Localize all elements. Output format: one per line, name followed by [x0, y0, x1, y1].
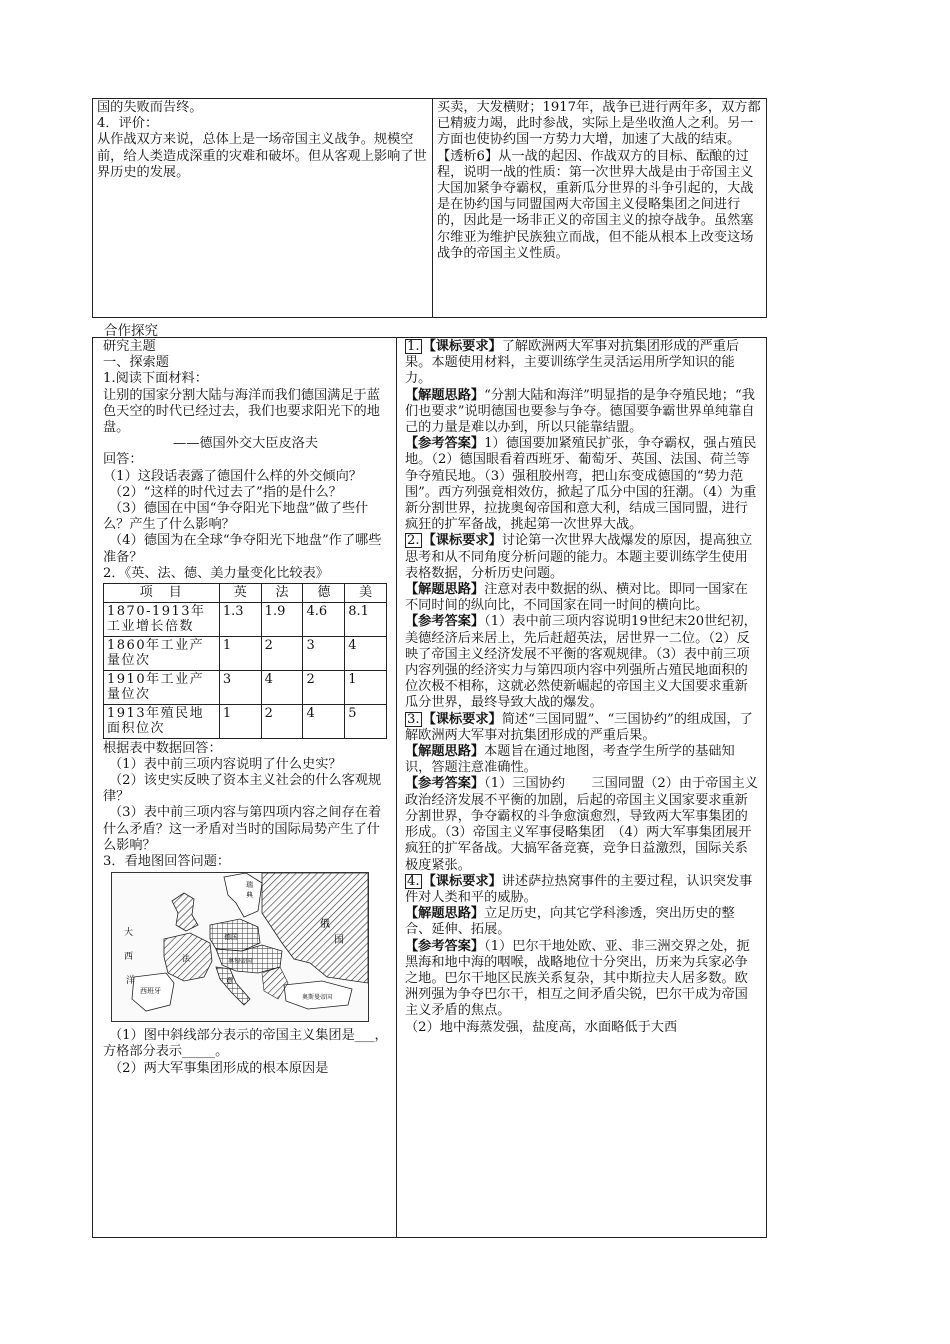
map-label: 意: [226, 977, 233, 986]
q2-item-2: （2）该史实反映了资本主义社会的什么客观规律？: [103, 772, 382, 805]
table-row: [104, 602, 387, 636]
idea-label: 【解题思路】: [405, 582, 485, 598]
table-row: [104, 670, 387, 704]
table-header-cell: 英: [219, 584, 261, 603]
q3-item-1: （1）图中斜线部分表示的帝国主义集团是___，方格部分表示_____。: [103, 1028, 388, 1060]
table-cell: 2: [261, 636, 303, 670]
map-label: 西班牙: [140, 987, 161, 996]
top-left-line-2: 4．评价：: [97, 116, 159, 132]
left-heading-2: 一、探索题: [103, 355, 169, 371]
item-number: 2.: [407, 533, 420, 549]
table-cell: 3: [303, 636, 345, 670]
table-cell: 1: [219, 636, 261, 670]
q1-item-3: （3）德国在中国“争夺阳光下地盘”做了些什么？产生了什么影响？: [103, 501, 369, 533]
table-header-cell: 项 目: [104, 584, 220, 603]
idea-text: 本题旨在通过地图，考查学生所学的基础知识，答题注意准确性。: [405, 744, 735, 776]
table-cell: 1913年殖民地面积位次: [104, 704, 220, 738]
q2-item-3: （3）表中前三项内容与第四项内容之间存在着什么矛盾？这一矛盾对当时的国际局势产生了什么影响？: [103, 805, 382, 853]
table-cell: 3: [219, 670, 261, 704]
idea-text: 注意对表中数据的纵、横对比。即同一国家在不同时间的纵向比，不同国家在同一时间的横向比。: [405, 582, 748, 614]
map-label: 奥匈帝国: [228, 958, 253, 966]
table-row: [104, 704, 387, 738]
table-header-cell: 德: [303, 584, 345, 603]
q1-source: ——德国外交大臣皮洛夫: [173, 436, 319, 452]
top-left-line-1: 国的失败而告终。: [97, 100, 203, 115]
map-label: 俄: [320, 919, 330, 931]
q3-item-2: （2）两大军事集团形成的根本原因是: [109, 1060, 329, 1076]
req-label: 【课标要求】: [422, 711, 502, 727]
req-label: 【课标要求】: [422, 339, 502, 354]
req-text: 简述“三国同盟”、“三国协约”的组成国，了解欧洲两大军事对抗集团形成的严重后果。: [405, 711, 753, 743]
answer-label: 【参考答案】: [405, 938, 485, 954]
req-label: 【课标要求】: [422, 533, 502, 549]
right-cell: [396, 337, 767, 1238]
answer-label: 【参考答案】: [405, 436, 485, 452]
table-cell: 1860年工业产量位次: [104, 636, 220, 670]
europe-alliance-map: [111, 872, 369, 1022]
top-left-cell: [92, 98, 433, 318]
idea-label: 【解题思路】: [405, 387, 485, 403]
q2-title: 2．《英、法、德、美力量变化比较表》: [103, 565, 329, 581]
top-right-para-2: 【透析6】从一战的起因、作战双方的目标、酝酿的过程，说明一战的性质：第一次世界大战是由于帝国主义大国加紧争夺霸权，重新瓜分世界的斗争引起的，大战是在协约国与同盟国两大帝国主义侵略集团之间进行的，因此是一场非正义的帝国主义的掠夺战争。虽然塞尔维亚为维护民族独立而战，但不能从根本上改变这场战争的帝国主义性质。: [437, 148, 754, 261]
left-heading-1: 研究主题: [103, 339, 156, 354]
table-cell: 8.1: [345, 602, 387, 636]
q2-item-1: （1）表中前三项内容说明了什么史实？: [109, 756, 342, 772]
item-number: 3.: [407, 711, 420, 727]
answer-block-2: [405, 533, 760, 711]
answer-block-3: [405, 712, 760, 874]
answer-block-4: [405, 874, 760, 1036]
table-header-cell: 美: [345, 584, 387, 603]
map-label: 典: [246, 891, 253, 900]
q1-item-2: （2）“这样的时代过去了”指的是什么？: [109, 484, 342, 500]
item-number: 1.: [407, 339, 420, 354]
table-cell: 2: [303, 670, 345, 704]
table-cell: 1910年工业产量位次: [104, 670, 220, 704]
q2-answer: 根据表中数据回答：: [103, 740, 222, 756]
table-cell: 4.6: [303, 602, 345, 636]
map-label: 奥斯曼帝国: [302, 994, 333, 1002]
answer-text: （1）三国协约 三国同盟（2）由于帝国主义政治经济发展不平衡的加剧，后起的帝国主义国家要求重新分割世界，争夺霸权的斗争愈演愈烈，导致两大军事集团的形成。（3）帝国主义军事侵略集团 （4）两大军事集团展开疯狂的扩军备战。大搞军备竞赛，竞争日益激烈，国际关系极度紧张。: [405, 776, 759, 873]
top-right-cell: [432, 98, 767, 318]
map-label: 洋: [126, 976, 136, 987]
table-cell: 2: [261, 704, 303, 738]
map-label: 大: [124, 928, 134, 939]
req-text: 了解欧洲两大军事对抗集团形成的严重后果。本题使用材料，主要训练学生灵活运用所学知识的能力。: [405, 339, 740, 387]
table-cell: 4: [345, 636, 387, 670]
table-cell: 1.3: [219, 602, 261, 636]
answer-text: （1）巴尔干地处欧、亚、非三洲交界之处，扼黑海和地中海的咽喉，战略地位十分突出，历来为兵家必争之地。巴尔干地区民族关系复杂，其中斯拉夫人居多数。欧洲列强为争夺巴尔干，相互之间矛盾尖锐，巴尔干成为帝国主义矛盾的焦点。: [405, 938, 750, 1019]
map-label: 德国: [224, 933, 238, 942]
answer-label: 【参考答案】: [405, 614, 485, 630]
top-right-para-1: 买卖，大发横财；1917年，战争已进行两年多，双方都已精疲力竭，此时参战，实际上是坐收渔人之利。另一方面也使协约国一方势力大增，加速了大战的结束。: [437, 100, 761, 148]
answer-text: （1）表中前三项内容说明19世纪末20世纪初，美德经济后来居上，先后赶超英法，居世界一二位。（2）反映了帝国主义经济发展不平衡的客观规律。（3）表中前三项内容列强的经济实力与第四项内容中列强所占殖民地面积的位次极不相称，这就必然使新崛起的帝国主义大国要求重新瓜分世界，最终导致大战的爆发。: [405, 614, 757, 711]
table-cell: 4: [261, 670, 303, 704]
map-label: 国: [334, 935, 344, 947]
map-label: 瑞: [246, 881, 253, 890]
idea-text: 立足历史，向其它学科渗透，突出历史的整合、延伸、拓展。: [405, 906, 735, 938]
table-row: [104, 636, 387, 670]
q1-quote: 让别的国家分割大陆与海洋而我们德国满足于蓝色天空的时代已经过去，我们也要求阳光下的地盘。: [103, 387, 380, 436]
req-text: 讨论第一次世界大战爆发的原因，提高独立思考和从不同角度分析问题的能力。本题主要训练学生使用表格数据，分析历史问题。: [405, 533, 753, 581]
q1-answer: 回答：: [103, 452, 143, 468]
idea-label: 【解题思路】: [405, 744, 485, 760]
q1-intro: 1.阅读下面材料：: [103, 371, 208, 387]
table-header-cell: 法: [261, 584, 303, 603]
answer-label: 【参考答案】: [405, 776, 485, 792]
q1-item-1: （1）这段话表露了德国什么样的外交倾向？: [103, 468, 362, 484]
table-cell: 1: [219, 704, 261, 738]
idea-text: “分割大陆和海洋”明显指的是争夺殖民地；“我们也要求”说明德国也要参与争夺。德国要争霸世界单纯靠自己的力量是难以办到，所以只能靠结盟。: [405, 387, 755, 436]
table-cell: 4: [303, 704, 345, 738]
idea-label: 【解题思路】: [405, 906, 485, 922]
req-label: 【课标要求】: [422, 873, 502, 889]
left-cell: [92, 337, 397, 1238]
q3-title: 3．看地图回答问题：: [103, 853, 231, 869]
top-left-line-3: 从作战双方来说，总体上是一场帝国主义战争。规模空前，给人类造成深重的灾难和破坏。但从客观上影响了世界历史的发展。: [97, 132, 427, 180]
map-label: 法: [182, 954, 190, 964]
table-cell: 1: [345, 670, 387, 704]
table-header-row: [104, 584, 387, 603]
answer-text: 1）德国要加紧殖民扩张，争夺霸权，强占殖民地。（2）德国眼看着西班牙、葡萄牙、英国、法国、荷兰等争夺殖民地。（3）强租胶州弯，把山东变成德国的“势力范围”。西方列强竟相效仿，掀起了瓜分中国的狂潮。（4）为重新分割世界，拉拢奥匈帝国和意大利，结成三国同盟，进行疯狂的扩军备战，挑起第一次世界大战。: [405, 436, 757, 533]
table-cell: 5: [345, 704, 387, 738]
req-text: 讲述萨拉热窝事件的主要过程，认识突发事件对人类和平的威胁。: [405, 873, 753, 905]
comparison-table: [103, 583, 387, 739]
item-number: 4.: [407, 873, 420, 889]
table-cell: 1870-1913年工业增长倍数: [104, 602, 220, 636]
table-cell: 1.9: [261, 602, 303, 636]
map-label: 西: [124, 952, 134, 963]
q1-item-4: （4）德国为在全球“争夺阳光下地盘”作了哪些准备？: [103, 533, 382, 565]
answer-block-1: [405, 339, 760, 533]
section-title: 合作探究: [104, 323, 158, 339]
answer-continuation: （2）地中海蒸发强，盐度高，水面略低于大西: [405, 1019, 678, 1035]
